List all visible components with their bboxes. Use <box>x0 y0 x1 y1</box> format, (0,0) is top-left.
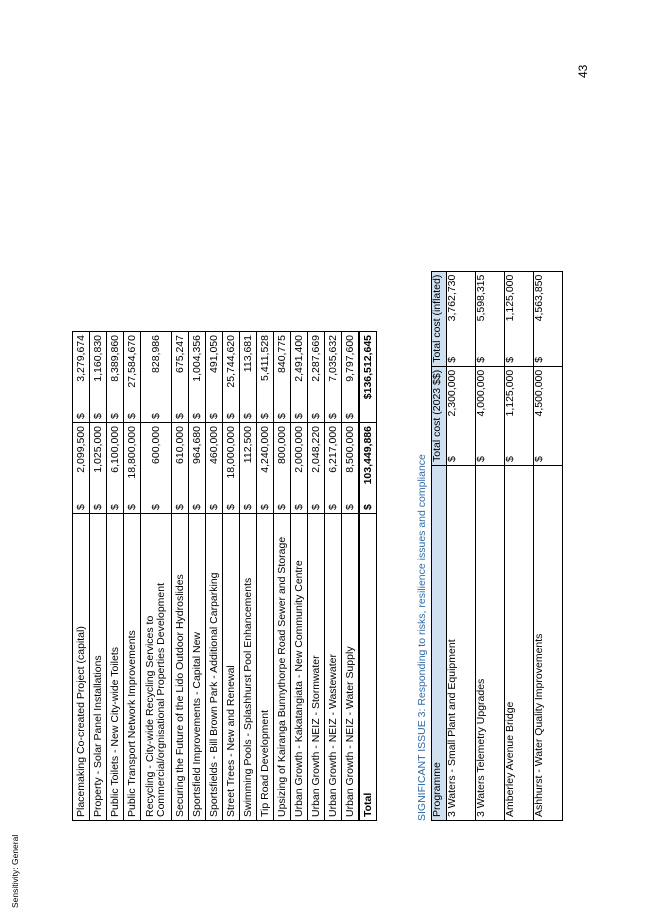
cost-inflated: 5,411,528 <box>257 332 274 407</box>
table-row <box>172 332 189 821</box>
currency-symbol: $ <box>172 406 189 423</box>
programme-name: Public Transport Network Improvements <box>124 514 141 821</box>
currency-symbol: $ <box>223 406 240 423</box>
cost-2023: 2,000,000 <box>291 423 308 498</box>
cost-inflated: $136,512,645 <box>359 332 377 407</box>
programme-name: Urban Growth - NEIZ - Stormwater <box>308 514 325 821</box>
table-row <box>206 332 223 821</box>
currency-symbol: $ <box>534 349 563 366</box>
programme-name: Urban Growth - NEIZ - Water Supply <box>342 514 360 821</box>
programme-name: Public Toilets - New City-wide Toilets <box>107 514 124 821</box>
currency-symbol: $ <box>447 448 476 466</box>
currency-symbol: $ <box>172 497 189 514</box>
programme-name: Ashhurst - Water Quality Improvements <box>534 466 563 821</box>
table-row <box>308 332 325 821</box>
issue-heading: SIGNIFICANT ISSUE 3: Responding to risks, resilience issues and compliance <box>416 454 428 821</box>
page-number: 43 <box>576 64 590 78</box>
cost-inflated: 1,125,000 <box>505 271 534 349</box>
cost-2023: 610,000 <box>172 423 189 498</box>
cost-inflated: 1,004,356 <box>189 332 206 407</box>
currency-symbol: $ <box>257 406 274 423</box>
currency-symbol: $ <box>90 406 107 423</box>
currency-symbol: $ <box>257 497 274 514</box>
table-row <box>107 332 124 821</box>
currency-symbol: $ <box>240 497 257 514</box>
cost-2023: 18,800,000 <box>124 423 141 498</box>
programme-name: 3 Waters - Small Plant and Equipment <box>447 466 476 821</box>
cost-inflated: 113,681 <box>240 332 257 407</box>
table-row <box>73 332 90 821</box>
currency-symbol: $ <box>206 406 223 423</box>
table-row <box>476 271 505 820</box>
currency-symbol: $ <box>308 497 325 514</box>
currency-symbol: $ <box>274 497 291 514</box>
risk-resilience-table <box>431 271 563 821</box>
header-total-cost-inflated: Total cost (inflated) <box>432 271 447 366</box>
cost-2023: 6,217,000 <box>325 423 342 498</box>
cost-2023: 2,048,220 <box>308 423 325 498</box>
table-row <box>505 271 534 820</box>
cost-2023: 4,000,000 <box>476 366 505 447</box>
programme-name: Tip Road Development <box>257 514 274 821</box>
cost-inflated: 2,287,669 <box>308 332 325 407</box>
cost-inflated: 828,986 <box>141 332 172 407</box>
currency-symbol: $ <box>505 448 534 466</box>
cost-2023: 4,240,000 <box>257 423 274 498</box>
currency-symbol: $ <box>141 406 172 423</box>
cost-inflated: 840,775 <box>274 332 291 407</box>
currency-symbol: $ <box>534 448 563 466</box>
table-row <box>257 332 274 821</box>
table-row <box>124 332 141 821</box>
cost-inflated: 491,050 <box>206 332 223 407</box>
currency-symbol: $ <box>73 497 90 514</box>
programme-name: Total <box>359 514 377 821</box>
programme-name: Street Trees - New and Renewal <box>223 514 240 821</box>
table-row <box>447 271 476 820</box>
currency-symbol: $ <box>124 497 141 514</box>
cost-inflated: 4,563,850 <box>534 271 563 349</box>
currency-symbol: $ <box>274 406 291 423</box>
table-row <box>274 332 291 821</box>
programme-name: Placemaking Co-created Project (capital) <box>73 514 90 821</box>
cost-inflated: 27,584,670 <box>124 332 141 407</box>
currency-symbol <box>359 406 377 423</box>
currency-symbol: $ <box>342 497 360 514</box>
currency-symbol: $ <box>505 349 534 366</box>
currency-symbol: $ <box>189 497 206 514</box>
cost-2023: 4,500,000 <box>534 366 563 447</box>
currency-symbol: $ <box>308 406 325 423</box>
currency-symbol: $ <box>107 497 124 514</box>
programme-name: Urban Growth - NEIZ - Wastewater <box>325 514 342 821</box>
currency-symbol: $ <box>291 497 308 514</box>
currency-symbol: $ <box>107 406 124 423</box>
programme-cost-table <box>72 331 377 821</box>
currency-symbol: $ <box>325 406 342 423</box>
table-header-row <box>432 271 447 820</box>
currency-symbol: $ <box>223 497 240 514</box>
cost-2023: 1,125,000 <box>505 366 534 447</box>
currency-symbol: $ <box>73 406 90 423</box>
table-row <box>189 332 206 821</box>
table-row <box>223 332 240 821</box>
cost-2023: 800,000 <box>274 423 291 498</box>
currency-symbol: $ <box>476 349 505 366</box>
cost-inflated: 5,598,315 <box>476 271 505 349</box>
cost-inflated: 675,247 <box>172 332 189 407</box>
programme-name: Urban Growth - Kakatangiata - New Community Centre <box>291 514 308 821</box>
table-row <box>240 332 257 821</box>
cost-inflated: 7,035,632 <box>325 332 342 407</box>
currency-symbol: $ <box>342 406 360 423</box>
programme-name: Amberley Avenue Bridge <box>505 466 534 821</box>
cost-2023: 8,500,000 <box>342 423 360 498</box>
cost-inflated: 1,160,830 <box>90 332 107 407</box>
currency-symbol: $ <box>359 497 377 514</box>
cost-inflated: 2,491,400 <box>291 332 308 407</box>
table-row <box>325 332 342 821</box>
header-total-cost-2023: Total cost (2023 $$) <box>432 366 447 465</box>
currency-symbol: $ <box>206 497 223 514</box>
currency-symbol: $ <box>325 497 342 514</box>
currency-symbol: $ <box>476 448 505 466</box>
sensitivity-label: Sensitivity: General <box>10 834 20 908</box>
currency-symbol: $ <box>240 406 257 423</box>
table-row <box>342 332 360 821</box>
cost-inflated: 3,762,730 <box>447 271 476 349</box>
header-programme: Programme <box>432 466 447 821</box>
cost-2023: 2,300,000 <box>447 366 476 447</box>
cost-2023: 1,025,000 <box>90 423 107 498</box>
cost-inflated: 3,279,674 <box>73 332 90 407</box>
cost-2023: 600,000 <box>141 423 172 498</box>
currency-symbol: $ <box>447 349 476 366</box>
programme-name: Sportsfield Improvements - Capital New <box>189 514 206 821</box>
cost-2023: 18,000,000 <box>223 423 240 498</box>
cost-inflated: 25,744,620 <box>223 332 240 407</box>
cost-2023: 112,500 <box>240 423 257 498</box>
table-row <box>534 271 563 820</box>
cost-2023: 460,000 <box>206 423 223 498</box>
table-row <box>141 332 172 821</box>
programme-name: Property - Solar Panel Installations <box>90 514 107 821</box>
currency-symbol: $ <box>124 406 141 423</box>
table-row <box>90 332 107 821</box>
currency-symbol: $ <box>90 497 107 514</box>
currency-symbol: $ <box>291 406 308 423</box>
programme-name: Upsizing of Kairanga Bunnythorpe Road Sewer and Storage <box>274 514 291 821</box>
programme-name: Recycling - City-wide Recycling Services to Commercial/orgnisational Properties Development <box>141 514 172 821</box>
cost-2023: 103,449,886 <box>359 423 377 498</box>
currency-symbol: $ <box>189 406 206 423</box>
cost-2023: 6,100,000 <box>107 423 124 498</box>
programme-name: 3 Waters Telemetry Upgrades <box>476 466 505 821</box>
cost-inflated: 8,389,860 <box>107 332 124 407</box>
programme-name: Securing the Future of the Lido Outdoor Hydroslides <box>172 514 189 821</box>
table-row <box>291 332 308 821</box>
cost-2023: 964,680 <box>189 423 206 498</box>
programme-name: Swimming Pools - Splashhurst Pool Enhancements <box>240 514 257 821</box>
currency-symbol: $ <box>141 497 172 514</box>
cost-inflated: 9,797,600 <box>342 332 360 407</box>
programme-name: Sportsfields - Bill Brown Park - Additional Carparking <box>206 514 223 821</box>
cost-2023: 2,099,500 <box>73 423 90 498</box>
table-row <box>359 332 377 821</box>
